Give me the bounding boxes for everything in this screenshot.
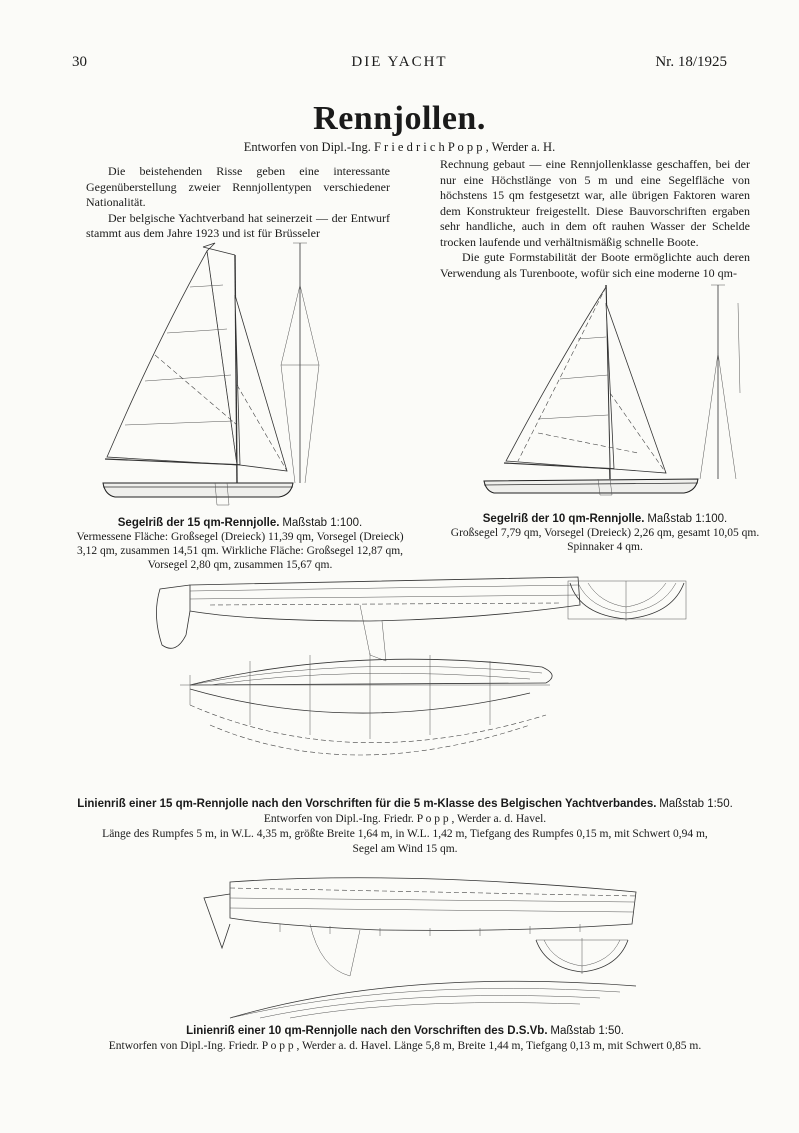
caption-title: Linienriß einer 15 qm-Rennjolle nach den Vorschriften für die 5 m-Klasse des Belgischen Yachtverbandes. — [77, 798, 657, 810]
caption-title: Linienriß einer 10 qm-Rennjolle nach den Vorschriften des D.S.Vb. — [186, 1025, 548, 1037]
caption-scale: Maßstab 1:100. — [282, 517, 363, 529]
text-column-right — [440, 157, 750, 281]
caption-scale: Maßstab 1:100. — [647, 513, 728, 525]
caption-title: Segelriß der 10 qm-Rennjolle. — [482, 513, 645, 525]
caption-sail-plan-10qm — [440, 512, 770, 554]
caption-text: Spinnaker 4 qm. — [567, 541, 643, 553]
lines-plan-15qm-drawing — [150, 575, 690, 790]
article-byline: Entworfen von Dipl.-Ing. F r i e d r i c h P o p p , Werder a. H. — [243, 140, 556, 154]
lines-plan-10qm-drawing — [200, 868, 650, 1018]
paragraph: Der belgische Yachtverband hat seinerzeit — der Entwurf stammt aus dem Jahre 1923 und ist für Brüsseler — [86, 210, 390, 240]
caption-lines-plan-15qm — [60, 797, 750, 857]
caption-designer: Entworfen von Dipl.-Ing. Friedr. P o p p , Werder a. d. Havel. Länge 5,8 m, Breite 1,44 m, Tiefgang 0,13 m, mit Schwert 0,85 m. — [108, 1040, 702, 1052]
page-header — [72, 54, 727, 78]
caption-designer: Entworfen von Dipl.-Ing. Friedr. P o p p , Werder a. d. Havel. — [263, 813, 547, 825]
paragraph: Rechnung gebaut — eine Rennjollenklasse geschaffen, bei der nur eine Höchstlänge von 5 m und eine Segelfläche von höchstens 15 qm festgesetzt war, alle übrigen Faktoren waren dem Konstrukteur freigestellt. Diese Bauvorschriften ergaben sehr handliche, auch in dem oft rauhen Wasser der Schelde trocken laufende und verhältnismäßig schnelle Boote. — [440, 157, 750, 249]
caption-title: Segelriß der 15 qm-Rennjolle. — [117, 517, 280, 529]
caption-scale: Maßstab 1:50. — [550, 1025, 624, 1037]
journal-title: DIE YACHT — [351, 54, 448, 70]
caption-scale: Maßstab 1:50. — [659, 798, 733, 810]
caption-sail-plan-15qm — [74, 516, 406, 572]
caption-text: Vermessene Fläche: Großsegel (Dreieck) 11,39 qm, Vorsegel (Dreieck) 3,12 qm, zusammen 14,51 qm. Wirkliche Fläche: Großsegel 12,87 qm, Vorsegel 2,80 qm, zusammen 15,67 qm. — [76, 531, 404, 571]
page-number: 30 — [72, 54, 87, 70]
sail-plan-15qm-drawing — [95, 225, 335, 510]
caption-lines-plan-10qm — [60, 1024, 750, 1054]
sail-plan-10qm-drawing — [478, 283, 768, 503]
caption-dimensions: Segel am Wind 15 qm. — [352, 843, 458, 855]
article-title: Rennjollen. — [313, 100, 486, 137]
paragraph: Die beistehenden Risse geben eine interessante Gegenüberstellung zweier Rennjollentypen verschiedener Nationalität. — [86, 164, 390, 209]
caption-dimensions: Länge des Rumpfes 5 m, in W.L. 4,35 m, größte Breite 1,64 m, in W.L. 1,42 m, Tiefgang des Rumpfes 0,15 m, mit Schwert 0,94 m, — [102, 828, 708, 840]
issue-number: Nr. 18/1925 — [655, 54, 727, 70]
paragraph: Die gute Formstabilität der Boote ermöglichte auch deren Verwendung als Turenboote, wofür sich eine moderne 10 qm- — [440, 250, 750, 280]
caption-text: Großsegel 7,79 qm, Vorsegel (Dreieck) 2,26 qm, gesamt 10,05 qm. — [450, 527, 760, 539]
